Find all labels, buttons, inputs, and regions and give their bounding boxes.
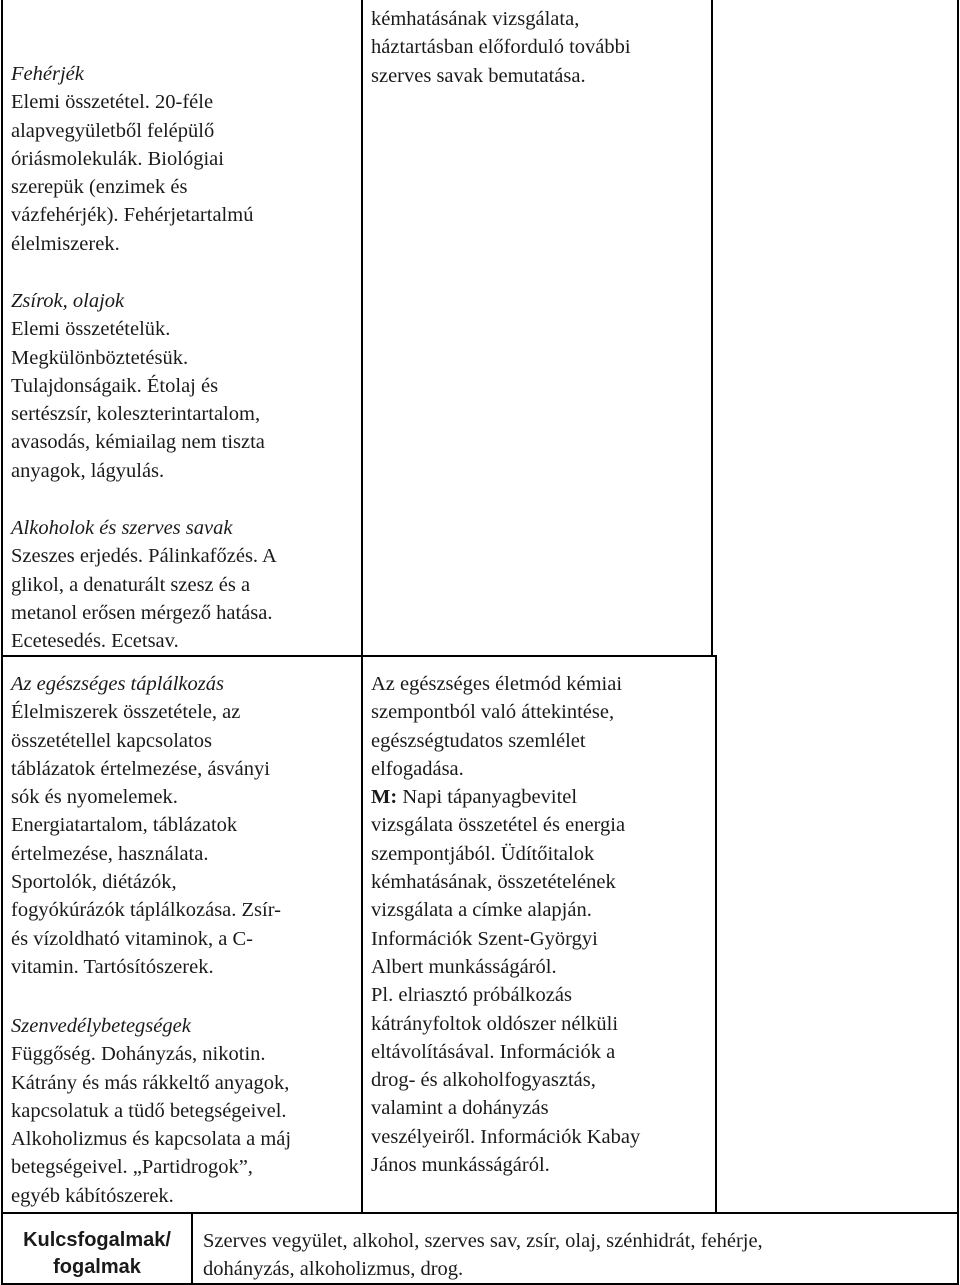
text-line: elfogadása. [371, 757, 464, 780]
text-line: óriásmolekulák. Biológiai [11, 147, 224, 170]
text-line: Sportolók, diétázók, [11, 871, 177, 894]
activities-lower-cell [371, 670, 711, 1179]
text-line: élelmiszerek. [11, 232, 120, 255]
section-fats [11, 287, 357, 485]
text-line: drog- és alkoholfogyasztás, [371, 1069, 596, 1092]
text-line: Élelmiszerek összetétele, az [11, 701, 241, 724]
text-line: szerves savak bemutatása. [371, 64, 586, 87]
text-line: Függőség. Dohányzás, nikotin. [11, 1043, 266, 1066]
text-line: szempontból való áttekintése, [371, 701, 615, 724]
text-line: sertészsír, koleszterintartalom, [11, 403, 261, 426]
terms-line: Szerves vegyület, alkohol, szerves sav, zsír, olaj, szénhidrát, fehérje, [203, 1230, 763, 1252]
text-line: kapcsolatuk a tüdő betegségeivel. [11, 1099, 287, 1122]
section-addiction [11, 1012, 357, 1210]
section-heading: Szenvedélybetegségek [11, 1015, 191, 1037]
text-line: fogyókúrázók táplálkozása. Zsír- [11, 899, 281, 922]
text-line: szempontjából. Üdítőitalok [371, 842, 595, 865]
text-line: és vízoldható vitaminok, a C- [11, 927, 253, 950]
text-line: Elemi összetételük. [11, 318, 171, 341]
text-span: Napi tápanyagbevitel [397, 786, 578, 809]
key-concepts-label [3, 1227, 191, 1281]
activity-line [371, 783, 711, 811]
terms-line: dohányzás, alkoholizmus, drog. [203, 1258, 464, 1280]
text-line: metanol erősen mérgező hatása. [11, 601, 273, 624]
table-border-right [957, 0, 959, 1285]
table-border-left [1, 0, 3, 1285]
text-line: kátrányfoltok oldószer nélküli [371, 1012, 619, 1035]
text-line: glikol, a denaturált szesz és a [11, 573, 251, 596]
text-line: Kátrány és más rákkeltő anyagok, [11, 1071, 290, 1094]
text-line: egészségtudatos szemlélet [371, 729, 586, 752]
text-line: egyéb kábítószerek. [11, 1184, 174, 1207]
text-line: vizsgálata összetétel és energia [371, 814, 626, 837]
text-line: Ecetesedés. Ecetsav. [11, 630, 179, 653]
section-heading: Fehérjék [11, 63, 84, 85]
text-line: valamint a dohányzás [371, 1097, 549, 1120]
text-line: veszélyeiről. Információk Kabay [371, 1125, 641, 1148]
label-line: fogalmak [53, 1256, 141, 1278]
text-line: eltávolításával. Információk a [371, 1040, 616, 1063]
section-heading: Zsírok, olajok [11, 290, 125, 312]
activity-marker: M: [371, 786, 398, 809]
text-line: táblázatok értelmezése, ásványi [11, 757, 270, 780]
text-line: Energiatartalom, táblázatok [11, 814, 238, 837]
section-nutrition [11, 670, 357, 981]
text-line: betegségeivel. „Partidrogok”, [11, 1156, 253, 1179]
section-alcohols [11, 514, 357, 655]
text-line: értelmezése, használata. [11, 842, 209, 865]
key-concepts-terms [203, 1227, 953, 1283]
text-line: Pl. elriasztó próbálkozás [371, 984, 572, 1007]
row-divider-footer [1, 1212, 959, 1214]
text-line: Szeszes erjedés. Pálinkafőzés. A [11, 545, 277, 568]
text-line: vitamin. Tartósítószerek. [11, 955, 214, 978]
activities-top-cell [371, 5, 707, 90]
text-line: kémhatásának vizsgálata, [371, 8, 580, 30]
text-line: avasodás, kémiailag nem tiszta [11, 431, 265, 454]
text-line: János munkásságáról. [371, 1154, 550, 1177]
content-upper-cell [11, 60, 357, 258]
text-line: kémhatásának, összetételének [371, 871, 616, 894]
text-line: háztartásban előforduló további [371, 36, 631, 59]
text-line: sók és nyomelemek. [11, 786, 178, 809]
column-divider-left [361, 0, 363, 1213]
text-line: Tulajdonságaik. Étolaj és [11, 374, 219, 397]
text-line: Elemi összetétel. 20-féle [11, 91, 214, 114]
footer-divider [191, 1212, 193, 1285]
text-line: Megkülönböztetésük. [11, 346, 189, 369]
text-line: Az egészséges életmód kémiai [371, 673, 623, 695]
section-heading: Alkoholok és szerves savak [11, 517, 233, 539]
label-line: Kulcsfogalmak/ [23, 1229, 171, 1251]
text-line: szerepük (enzimek és [11, 176, 188, 199]
text-line: Információk Szent-Györgyi [371, 927, 598, 950]
column-divider-right-bottom [715, 655, 717, 1213]
text-line: vázfehérjék). Fehérjetartalmú [11, 204, 254, 227]
text-line: anyagok, lágyulás. [11, 459, 165, 482]
text-line: alapvegyületből felépülő [11, 119, 215, 142]
text-line: Alkoholizmus és kapcsolata a máj [11, 1128, 292, 1151]
text-line: vizsgálata a címke alapján. [371, 899, 592, 922]
section-heading: Az egészséges táplálkozás [11, 673, 224, 695]
column-divider-right-top [711, 0, 713, 655]
section-proteins [11, 60, 357, 258]
text-line: összetétellel kapcsolatos [11, 729, 212, 752]
text-line: Albert munkásságáról. [371, 955, 557, 978]
